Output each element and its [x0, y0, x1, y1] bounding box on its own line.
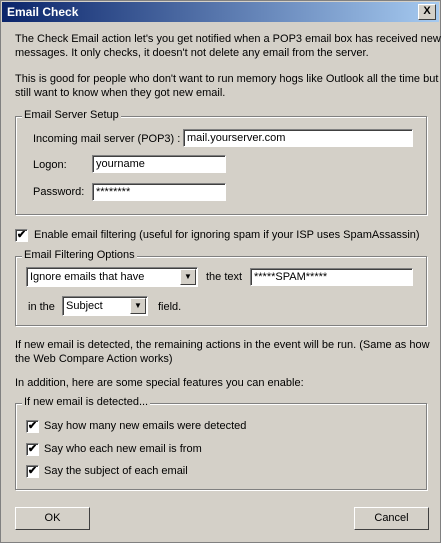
filtering-options-group [15, 249, 427, 326]
filter-rule-value: Ignore emails that have [30, 271, 145, 283]
close-button[interactable] [418, 4, 436, 20]
intro-text-4: still want to know when they got new email. [15, 87, 226, 99]
filtering-options-legend: Email Filtering Options [24, 249, 135, 261]
filter-text-input[interactable]: *****SPAM***** [250, 268, 413, 286]
cancel-button[interactable]: Cancel [354, 507, 429, 530]
close-icon: X [423, 5, 431, 17]
say-sender-checkbox[interactable]: ✔ [27, 443, 38, 455]
filter-field-value: Subject [66, 300, 103, 312]
server-setup-legend: Email Server Setup [24, 109, 119, 121]
ok-button[interactable]: OK [15, 507, 90, 530]
field-label: field. [158, 301, 182, 313]
notes-text-1: If new email is detected, the remaining actions in the event will be run. (Same as how [15, 339, 430, 351]
the-text-label: the text [206, 271, 243, 283]
password-input[interactable]: ******** [92, 183, 226, 201]
notes-text-2: the Web Compare Action works) [15, 353, 173, 365]
filter-field-select[interactable] [62, 296, 148, 316]
chevron-down-icon: ▼ [180, 269, 196, 285]
notes-text-3: In addition, here are some special features you can enable: [15, 377, 304, 389]
filtering-checkbox-label: Enable email filtering (useful for ignoring spam if your ISP uses SpamAssassin) [34, 229, 420, 241]
detected-legend: If new email is detected... [24, 396, 149, 408]
say-subject-checkbox[interactable]: ✔ [27, 465, 38, 477]
in-the-label: in the [28, 301, 55, 313]
chevron-down-icon: ▼ [130, 298, 146, 314]
detected-group [15, 396, 427, 490]
logon-input[interactable]: yourname [92, 155, 226, 173]
password-label: Password: [33, 186, 85, 198]
server-setup-group [15, 109, 427, 215]
say-sender-label: Say who each new email is from [44, 443, 202, 455]
intro-text-3: This is good for people who don't want to run memory hogs like Outlook all the time but [15, 73, 439, 85]
server-input[interactable]: mail.yourserver.com [183, 129, 413, 147]
logon-label: Logon: [33, 159, 67, 171]
say-count-checkbox[interactable]: ✔ [27, 420, 38, 432]
say-count-label: Say how many new emails were detected [44, 420, 247, 432]
filtering-checkbox[interactable]: ✔ [16, 229, 27, 241]
server-label: Incoming mail server (POP3) : [33, 133, 181, 145]
intro-text-1: The Check Email action let's you get notified when a POP3 email box has received new [15, 33, 441, 45]
say-subject-label: Say the subject of each email [44, 465, 188, 477]
title-bar [2, 2, 439, 22]
window-title: Email Check [7, 5, 79, 19]
intro-text-2: messages. It only checks, it doesn't not delete any email from the server. [15, 47, 369, 59]
filter-rule-select[interactable] [26, 267, 198, 287]
